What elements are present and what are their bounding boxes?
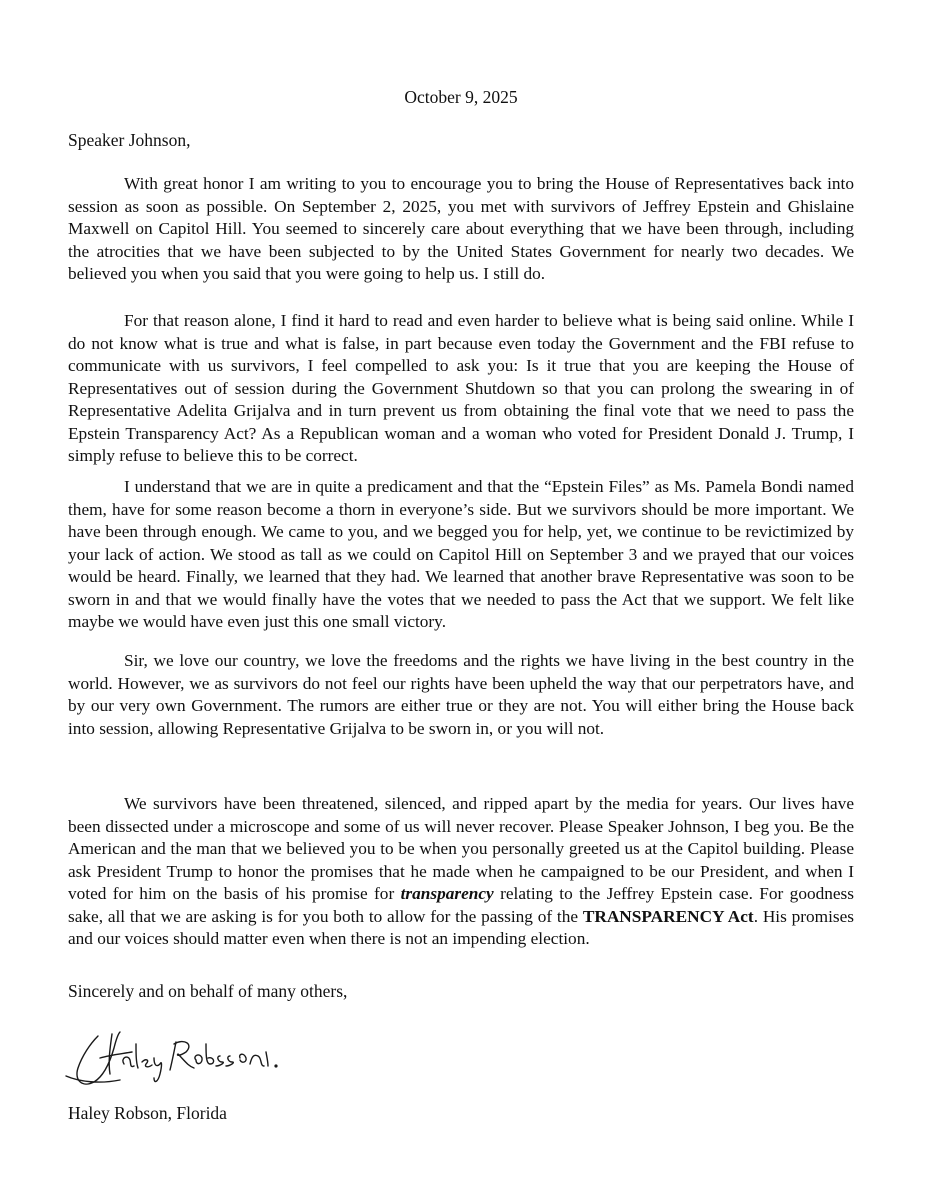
paragraph-5-part-3: . His promises and our voices should matter even when there is not an impending election. <box>68 906 855 948</box>
signature-text: Haley Robson <box>180 1092 186 1093</box>
emphasis-transparency-act: TRANSPARENCY Act <box>582 906 754 926</box>
handwritten-signature <box>60 1022 290 1100</box>
paragraph-2: For that reason alone, I find it hard to read and even harder to believe what is being said online. While I do not know what is true and what is false, in part because even today the Government and the FBI refuse to communicate with us survivors, I feel compelled to ask you: Is it true that you are keeping the House of Representatives out of session during the Government Shutdown so that you can prolong the swearing in of Representative Adelita Grijalva and in turn prevent us from obtaining the final vote that we need to pass the Epstein Transparency Act? As a Republican woman and a woman who voted for President Donald J. Trump, I simply refuse to believe this to be correct. <box>68 311 854 465</box>
paragraph-3: I understand that we are in quite a predicament and that the “Epstein Files” as Ms. Pamela Bondi named them, have for some reason become a thorn in everyone’s side. But we survivors should be more important. We have been through enough. We came to you, and we begged you for help, yet, we continue to be revictimized by your lack of action. We stood as tall as we could on Capitol Hill on September 3 and we prayed that our voices would be heard. Finally, we learned that they had. We learned that another brave Representative was soon to be sworn in and that we would finally have the votes that we needed to pass the Act that we support. We felt like maybe we would have even just this one small victory. <box>68 477 854 631</box>
paragraph-5-part-1: We survivors have been threatened, silenced, and ripped apart by the media for years. Our lives have been dissected under a microscope and some of us will never recover. Please Speaker Johnson, I beg you. Be the American and the man that we believed you to be when you personally greeted us at the Capitol building. Please ask President Trump to honor the promises that he made when he campaigned to be our President, and when I voted for him on the basis of his promise for <box>68 794 854 903</box>
emphasis-transparency: transparency <box>400 884 494 903</box>
closing-line: Sincerely and on behalf of many others, <box>68 981 348 1001</box>
paragraph-5-part-2: relating to the Jeffrey Epstein case. For goodness sake, all that we are asking is for you both to allow for the passing of the <box>68 884 854 926</box>
signer-name: Haley Robson, Florida <box>68 1103 227 1123</box>
paragraph-5 <box>68 793 854 951</box>
letter-date: October 9, 2025 <box>404 87 518 107</box>
paragraph-4: Sir, we love our country, we love the freedoms and the rights we have living in the best country in the world. However, we as survivors do not feel our rights have been upheld the way that our perpetrators have, and by our very own Government. The rumors are either true or they are not. You will either bring the House back into session, allowing Representative Grijalva to be sworn in, or you will not. <box>68 651 854 738</box>
letter-page <box>68 0 854 1200</box>
paragraph-1: With great honor I am writing to you to encourage you to bring the House of Representatives back into session as soon as possible. On September 2, 2025, you met with survivors of Jeffrey Epstein and Ghislaine Maxwell on Capitol Hill. You seemed to sincerely care about everything that we have been through, including the atrocities that we have been subjected to by the United States Government for nearly two decades. We believed you when you said that you were going to help us. I still do. <box>68 174 854 283</box>
salutation: Speaker Johnson, <box>68 130 191 150</box>
